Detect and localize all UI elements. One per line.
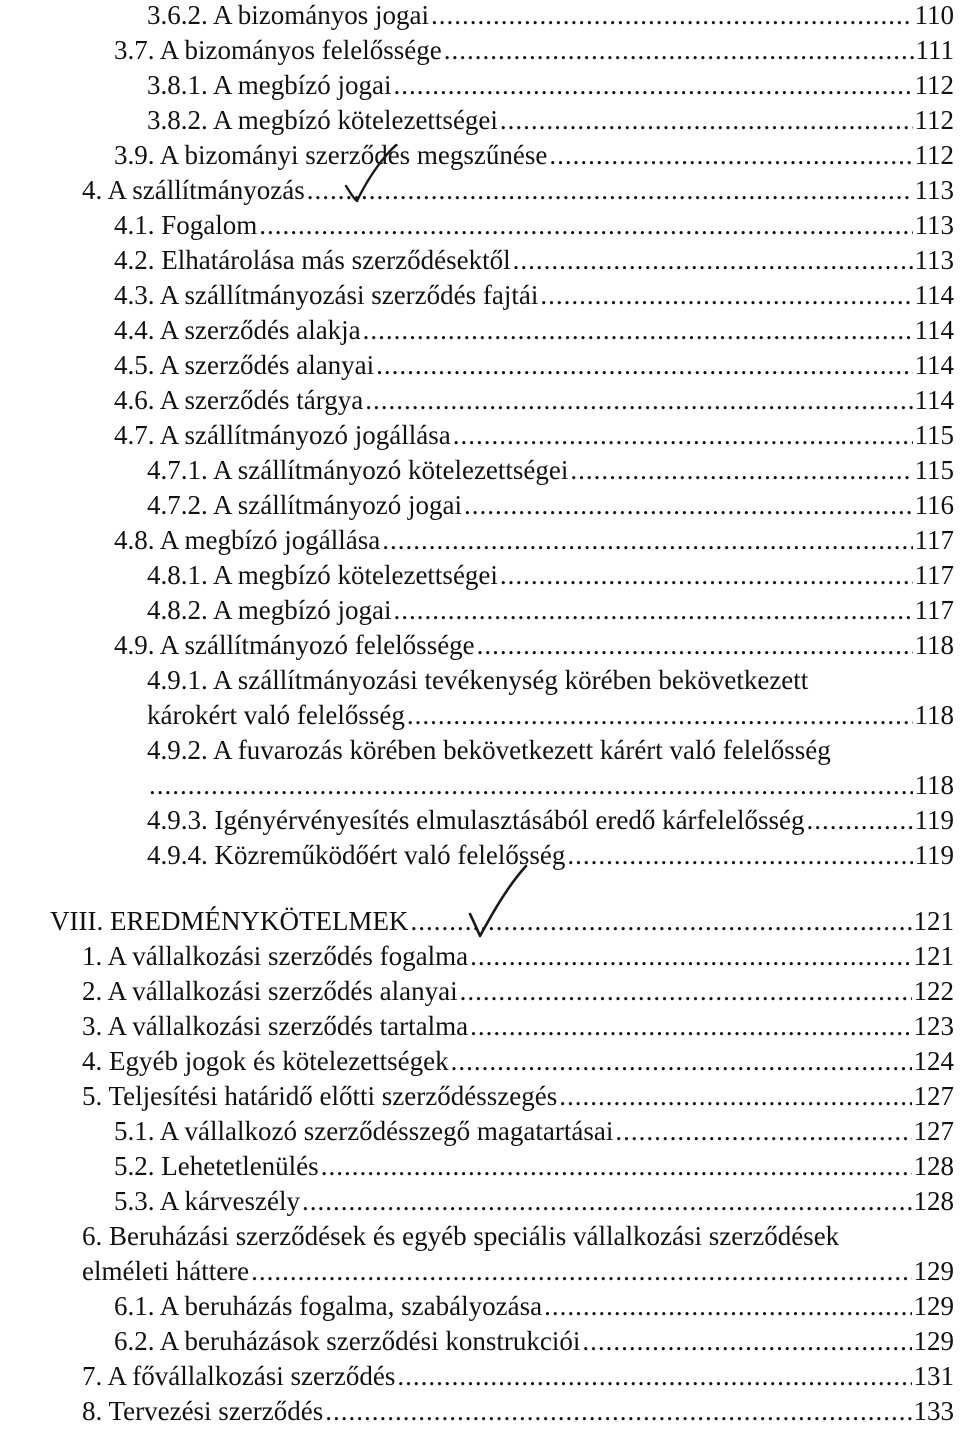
dot-leader (393, 592, 912, 628)
toc-entry-title: 6. Beruházási szerződések és egyéb speciális vállalkozási szerződések (82, 1221, 840, 1251)
toc-entry-page: 128 (913, 1186, 954, 1216)
dot-leader (615, 1113, 911, 1149)
toc-entry (114, 277, 954, 313)
dot-leader (149, 767, 913, 803)
toc-entry-title: károkért való felelősség (147, 700, 405, 730)
dot-leader (365, 382, 912, 418)
dot-leader (464, 487, 913, 523)
toc-entry (114, 32, 954, 68)
dot-leader (325, 1393, 911, 1429)
toc-entry-title: VIII. EREDMÉNYKÖTELMEK (50, 906, 409, 936)
dot-leader (513, 242, 913, 278)
toc-entry-page: 122 (913, 976, 954, 1006)
toc-entry-title: 3.8.2. A megbízó kötelezettségei (147, 105, 498, 135)
toc-entry-title: 5. Teljesítési határidő előtti szerződésszegés (82, 1081, 558, 1111)
toc-entry-page: 118 (914, 770, 954, 800)
dot-leader (477, 627, 913, 663)
toc-entry-title: 8. Tervezési szerződés (82, 1396, 324, 1426)
toc-entry-title: 4.7.2. A szállítmányozó jogai (147, 490, 462, 520)
dot-leader (500, 557, 913, 593)
toc-entry-page: 112 (914, 140, 954, 170)
dot-leader (363, 312, 913, 348)
toc-entry-title: elméleti háttere (82, 1256, 250, 1286)
toc-entry-title: 5.1. A vállalkozó szerződésszegő magatartásai (114, 1116, 614, 1146)
toc-entry-title: 4.7.1. A szállítmányozó kötelezettségei (147, 455, 569, 485)
toc-entry-page: 127 (913, 1116, 954, 1146)
toc-entry-page: 133 (913, 1396, 954, 1426)
toc-entry-page: 115 (914, 420, 954, 450)
dot-leader (407, 697, 913, 733)
dot-leader (451, 1043, 912, 1079)
dot-leader (582, 1323, 911, 1359)
toc-entry-title: 4. A szállítmányozás (82, 175, 305, 205)
toc-entry-page: 110 (914, 0, 954, 30)
toc-entry-title: 3.8.1. A megbízó jogai (147, 70, 392, 100)
toc-entry (114, 382, 954, 418)
toc-entry-page: 118 (914, 630, 954, 660)
dot-leader (549, 137, 912, 173)
toc-entry-page: 127 (913, 1081, 954, 1111)
toc-entry (82, 172, 954, 208)
toc-entry (147, 487, 954, 523)
toc-entry-page: 117 (914, 595, 954, 625)
toc-entry-title: 4.3. A szállítmányozási szerződés fajtái (114, 280, 539, 310)
toc-entry (82, 973, 954, 1009)
toc-entry-title: 7. A fővállalkozási szerződés (82, 1361, 396, 1391)
toc-entry (147, 102, 954, 138)
toc-entry-title: 4.9.2. A fuvarozás körében bekövetkezett kárért való felelősség (147, 735, 831, 765)
toc-entry-page: 119 (914, 805, 954, 835)
toc-entry (82, 1358, 954, 1394)
toc-entry-page: 113 (914, 210, 954, 240)
toc-entry (82, 1253, 954, 1289)
toc-entry-title: 1. A vállalkozási szerződés fogalma (82, 941, 469, 971)
toc-entry-page: 116 (914, 490, 954, 520)
toc-entry-title: 4.8.2. A megbízó jogai (147, 595, 392, 625)
toc-entry (82, 938, 954, 974)
dot-leader (382, 522, 912, 558)
toc-entry (114, 242, 954, 278)
toc-entry-page: 117 (914, 525, 954, 555)
toc-entry-title: 3.6.2. A bizományos jogai (147, 0, 429, 30)
toc-entry-page: 129 (913, 1291, 954, 1321)
toc-entry (114, 207, 954, 243)
dot-leader (559, 1078, 911, 1114)
toc-entry-page: 129 (913, 1256, 954, 1286)
toc-entry-page: 117 (914, 560, 954, 590)
toc-entry-title: 5.2. Lehetetlenülés (114, 1151, 319, 1181)
toc-entry (147, 0, 954, 33)
toc-entry-title: 4. Egyéb jogok és kötelezettségek (82, 1046, 449, 1076)
toc-entry-title: 4.1. Fogalom (114, 210, 258, 240)
dot-leader (460, 973, 912, 1009)
toc-entry-title: 2. A vállalkozási szerződés alanyai (82, 976, 458, 1006)
toc-entry (114, 347, 954, 383)
toc-entry-title: 4.2. Elhatárolása más szerződésektől (114, 245, 511, 275)
toc-entry-title: 4.8. A megbízó jogállása (114, 525, 381, 555)
toc-entry-page: 113 (914, 245, 954, 275)
toc-entry (147, 697, 954, 733)
dot-leader (544, 1288, 911, 1324)
toc-entry (147, 67, 954, 103)
checkmark-icon (340, 142, 400, 204)
dot-leader (540, 277, 912, 313)
toc-entry (147, 767, 954, 803)
dot-leader (470, 938, 911, 974)
toc-entry-title: 5.3. A kárveszély (114, 1186, 300, 1216)
toc-entry-page: 129 (913, 1326, 954, 1356)
toc-entry-title: 4.9.1. A szállítmányozási tevékenység körében bekövetkezett (147, 665, 809, 695)
checkmark-icon (462, 862, 532, 942)
toc-entry (147, 802, 954, 838)
dot-leader (397, 1358, 911, 1394)
toc-entry-page: 121 (913, 906, 954, 936)
dot-leader (444, 32, 914, 68)
toc-entry (114, 627, 954, 663)
toc-entry (114, 312, 954, 348)
toc-entry (114, 1288, 954, 1324)
toc-entry-title: 4.4. A szerződés alakja (114, 315, 361, 345)
toc-entry (114, 1148, 954, 1184)
toc-entry (114, 417, 954, 453)
toc-entry-title: 6.2. A beruházások szerződési konstrukciói (114, 1326, 581, 1356)
dot-leader (807, 802, 913, 838)
toc-entry-title: 4.6. A szerződés tárgya (114, 385, 364, 415)
toc-entry (114, 1113, 954, 1149)
toc-entry (114, 522, 954, 558)
toc-entry (82, 1393, 954, 1429)
toc-entry-title: 4.5. A szerződés alanyai (114, 350, 375, 380)
toc-entry-title: 4.7. A szállítmányozó jogállása (114, 420, 451, 450)
toc-entry-page: 118 (914, 700, 954, 730)
toc-entry-page: 112 (914, 105, 954, 135)
toc-entry (82, 1218, 954, 1254)
toc-entry-title: 4.8.1. A megbízó kötelezettségei (147, 560, 498, 590)
toc-entry-title: 4.9.4. Közreműködőért való felelősség (147, 840, 566, 870)
toc-entry (147, 592, 954, 628)
dot-leader (393, 67, 912, 103)
toc-entry-page: 119 (914, 840, 954, 870)
toc-entry (114, 1323, 954, 1359)
toc-entry-title: 3.7. A bizományos felelőssége (114, 35, 442, 65)
toc-entry-page: 123 (913, 1011, 954, 1041)
toc-entry-page: 131 (913, 1361, 954, 1391)
dot-leader (470, 1008, 911, 1044)
toc-entry-title: 3. A vállalkozási szerződés tartalma (82, 1011, 469, 1041)
dot-leader (453, 417, 913, 453)
toc-entry-page: 113 (914, 175, 954, 205)
dot-leader (321, 1148, 912, 1184)
toc-entry-title: 6.1. A beruházás fogalma, szabályozása (114, 1291, 543, 1321)
dot-leader (376, 347, 912, 383)
toc-entry-page: 114 (914, 280, 954, 310)
toc-entry-page: 114 (914, 315, 954, 345)
dot-leader (251, 1253, 911, 1289)
toc-entry-page: 121 (913, 941, 954, 971)
toc-entry (114, 137, 954, 173)
dot-leader (500, 102, 913, 138)
toc-entry-page: 114 (914, 385, 954, 415)
toc-entry-page: 128 (913, 1151, 954, 1181)
dot-leader (567, 837, 912, 873)
toc-entry-page: 115 (914, 455, 954, 485)
toc-entry-page: 124 (913, 1046, 954, 1076)
dot-leader (302, 1183, 912, 1219)
toc-entry (114, 1183, 954, 1219)
toc-entry-title: 4.9.3. Igényérvényesítés elmulasztásából eredő kárfelelősség (147, 805, 805, 835)
toc-entry (147, 662, 954, 698)
toc-entry-page: 111 (915, 35, 954, 65)
dot-leader (570, 452, 912, 488)
toc-entry (147, 732, 954, 768)
toc-entry (82, 1078, 954, 1114)
toc-entry-page: 114 (914, 350, 954, 380)
toc-entry-page: 112 (914, 70, 954, 100)
toc-entry (147, 557, 954, 593)
toc-entry (82, 1008, 954, 1044)
toc-entry-title: 4.9. A szállítmányozó felelőssége (114, 630, 475, 660)
toc-entry (147, 452, 954, 488)
toc-entry-title: 3.9. A bizományi szerződés megszűnése (114, 140, 548, 170)
toc-entry (82, 1043, 954, 1079)
toc-entry (147, 837, 954, 873)
dot-leader (259, 207, 912, 243)
dot-leader (431, 0, 913, 33)
